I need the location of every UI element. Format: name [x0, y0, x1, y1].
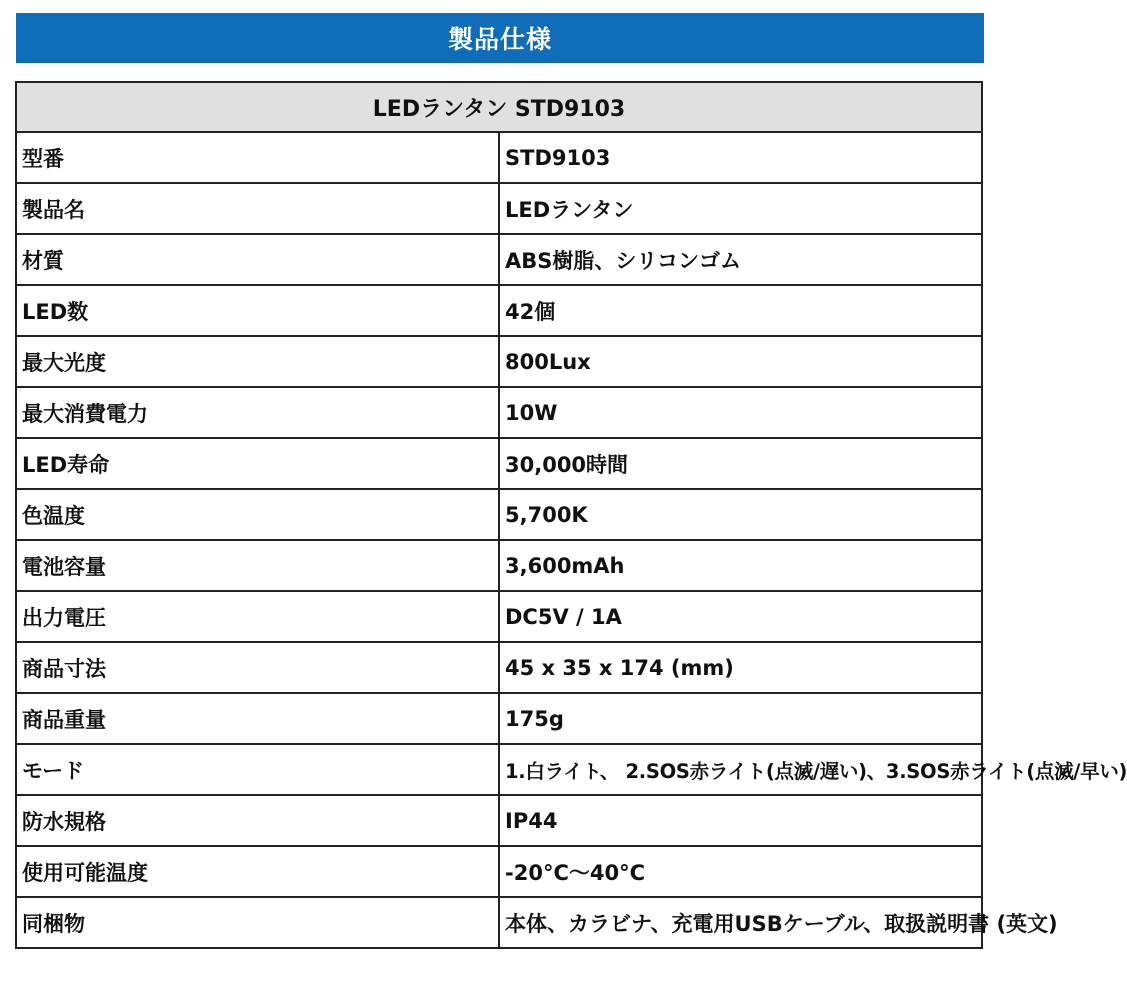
spec-value-material: ABS樹脂、シリコンゴム: [499, 234, 982, 285]
spec-label-material: 材質: [16, 234, 499, 285]
spec-label-weight: 商品重量: [16, 693, 499, 744]
table-header-row: [16, 82, 982, 132]
spec-value-led-life: 30,000時間: [499, 438, 982, 489]
section-title-banner: [16, 13, 984, 63]
spec-value-mode: 1.白ライト、 2.SOS赤ライト(点滅/遅い)、3.SOS赤ライト(点滅/早い): [499, 744, 982, 795]
spec-label-contents: 同梱物: [16, 897, 499, 948]
spec-label-mode: モード: [16, 744, 499, 795]
spec-value-led-count: 42個: [499, 285, 982, 336]
table-row: [16, 336, 982, 387]
table-row: [16, 234, 982, 285]
spec-value-weight: 175g: [499, 693, 982, 744]
table-row: [16, 693, 982, 744]
spec-label-led-count: LED数: [16, 285, 499, 336]
spec-label-product-name: 製品名: [16, 183, 499, 234]
spec-label-waterproof: 防水規格: [16, 795, 499, 846]
table-row: [16, 744, 982, 795]
spec-value-output-voltage: DC5V / 1A: [499, 591, 982, 642]
spec-value-operating-temp: -20°C～40°C: [499, 846, 982, 897]
spec-value-model: STD9103: [499, 132, 982, 183]
spec-value-color-temp: 5,700K: [499, 489, 982, 540]
section-title: 製品仕様: [447, 25, 552, 54]
spec-label-color-temp: 色温度: [16, 489, 499, 540]
table-row: [16, 438, 982, 489]
product-header: LEDランタン STD9103: [16, 82, 982, 132]
spec-value-product-name: LEDランタン: [499, 183, 982, 234]
spec-value-contents: 本体、カラビナ、充電用USBケーブル、取扱説明書 (英文): [499, 897, 982, 948]
spec-value-dimensions: 45 x 35 x 174 (mm): [499, 642, 982, 693]
spec-value-max-power: 10W: [499, 387, 982, 438]
table-row: [16, 897, 982, 948]
table-row: [16, 489, 982, 540]
table-row: [16, 285, 982, 336]
table-row: [16, 387, 982, 438]
spec-label-max-power: 最大消費電力: [16, 387, 499, 438]
table-row: [16, 642, 982, 693]
spec-table: [15, 81, 1127, 949]
table-row: [16, 591, 982, 642]
table-row: [16, 846, 982, 897]
table-row: [16, 132, 982, 183]
spec-label-operating-temp: 使用可能温度: [16, 846, 499, 897]
spec-label-model: 型番: [16, 132, 499, 183]
spec-value-max-lux: 800Lux: [499, 336, 982, 387]
spec-label-dimensions: 商品寸法: [16, 642, 499, 693]
table-row: [16, 795, 982, 846]
spec-value-waterproof: IP44: [499, 795, 982, 846]
spec-label-output-voltage: 出力電圧: [16, 591, 499, 642]
table-row: [16, 540, 982, 591]
spec-label-battery: 電池容量: [16, 540, 499, 591]
spec-label-led-life: LED寿命: [16, 438, 499, 489]
spec-label-max-lux: 最大光度: [16, 336, 499, 387]
spec-value-battery: 3,600mAh: [499, 540, 982, 591]
table-row: [16, 183, 982, 234]
